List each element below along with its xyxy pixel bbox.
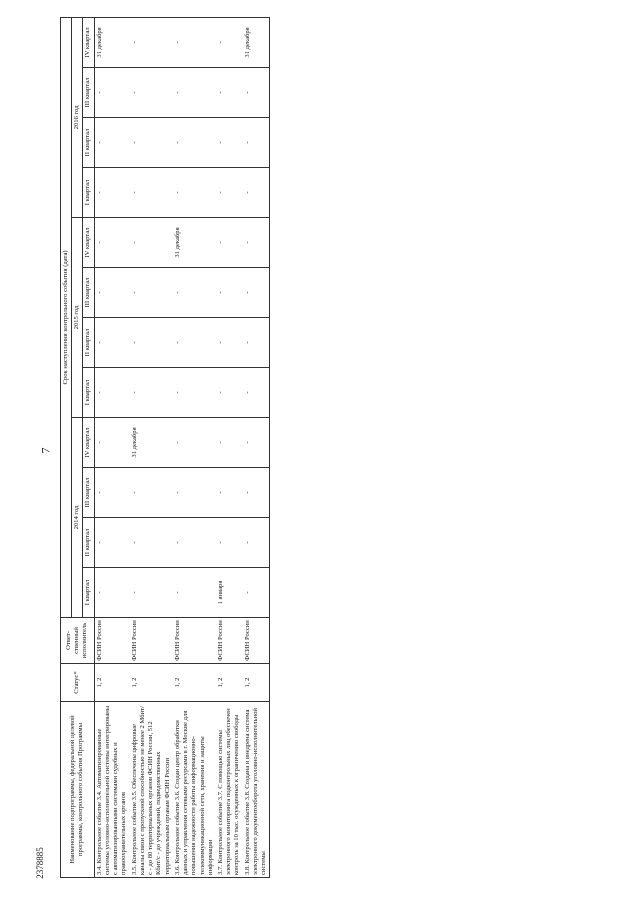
header-quarter: III квартал <box>83 468 94 518</box>
deadline-cell: - <box>216 318 243 368</box>
deadline-cell: - <box>94 568 129 618</box>
header-quarter: II квартал <box>83 518 94 568</box>
event-name: 3.4. Контрольное событие 3.4. Автоматизированные системы уголовно-исполнительной системы интегрированы с автоматизированными системами судебных и правоохранительных органов <box>94 702 129 878</box>
header-quarter: IV квартал <box>83 17 94 67</box>
table-header <box>61 17 95 877</box>
deadline-cell: - <box>173 568 216 618</box>
document-id: 2378885 <box>34 847 45 879</box>
table-row <box>216 17 243 877</box>
deadline-cell: - <box>94 168 129 218</box>
deadline-cell: - <box>173 118 216 168</box>
deadline-cell: 1 января <box>216 568 243 618</box>
header-status: Статус* <box>61 664 95 702</box>
event-responsible: ФСИН России <box>94 618 129 664</box>
deadline-cell: - <box>130 368 173 418</box>
deadline-cell: - <box>173 17 216 67</box>
table-row <box>243 17 270 877</box>
deadline-cell: - <box>130 568 173 618</box>
deadline-cell: 31 декабря <box>173 218 216 268</box>
deadline-cell: - <box>216 218 243 268</box>
deadline-cell: - <box>94 418 129 468</box>
deadline-cell: - <box>243 518 270 568</box>
header-quarter: I квартал <box>83 168 94 218</box>
deadline-cell: - <box>173 168 216 218</box>
header-year-2014: 2014 год <box>72 418 83 618</box>
deadline-cell: 31 декабря <box>94 17 129 67</box>
deadline-cell: 31 декабря <box>130 418 173 468</box>
event-status: 1, 2 <box>173 664 216 702</box>
event-name: 3.5. Контрольное событие 3.5. Обеспечены цифровые каналы связи с пропускной способностью не менее 2 Мбит/с - до 80 территориальных органов ФСИН России, 512 Кбит/с - до учреждений, подведомственных территориальным органам ФСИН России <box>130 702 173 878</box>
deadline-cell: - <box>173 68 216 118</box>
event-responsible: ФСИН России <box>243 618 270 664</box>
page-number: 7 <box>38 447 53 454</box>
event-status: 1, 2 <box>216 664 243 702</box>
deadline-cell: - <box>130 68 173 118</box>
deadline-cell: - <box>243 468 270 518</box>
table-row <box>130 17 173 877</box>
deadline-cell: - <box>94 318 129 368</box>
deadline-cell: - <box>173 418 216 468</box>
control-events-table <box>60 17 270 878</box>
event-status: 1, 2 <box>94 664 129 702</box>
deadline-cell: - <box>216 168 243 218</box>
deadline-cell: - <box>130 17 173 67</box>
deadline-cell: - <box>94 68 129 118</box>
header-name: Наименование подпрограммы, федеральной целевой программы, контрольного события Программы <box>61 702 95 878</box>
table-row <box>94 17 129 877</box>
header-quarter: IV квартал <box>83 418 94 468</box>
event-responsible: ФСИН России <box>130 618 173 664</box>
deadline-cell: - <box>243 318 270 368</box>
deadline-cell: - <box>216 118 243 168</box>
deadline-cell: - <box>216 68 243 118</box>
deadline-cell: - <box>243 68 270 118</box>
deadline-cell: - <box>216 17 243 67</box>
deadline-cell: - <box>173 268 216 318</box>
deadline-cell: - <box>173 518 216 568</box>
deadline-cell: - <box>94 368 129 418</box>
deadline-cell: - <box>216 468 243 518</box>
event-status: 1, 2 <box>243 664 270 702</box>
deadline-cell: - <box>243 268 270 318</box>
deadline-cell: - <box>173 318 216 368</box>
deadline-cell: - <box>216 518 243 568</box>
deadline-cell: - <box>216 368 243 418</box>
deadline-cell: - <box>173 468 216 518</box>
header-quarter: I квартал <box>83 568 94 618</box>
header-quarter: II квартал <box>83 318 94 368</box>
deadline-cell: - <box>243 218 270 268</box>
event-name: 3.7. Контрольное событие 3.7. С помощью системы электронного мониторинга подконтрольных лиц обеспечен контроль за 10 тыс. осужденных к ограничению свободы <box>216 702 243 878</box>
deadline-cell: 31 декабря <box>243 17 270 67</box>
header-quarter: III квартал <box>83 68 94 118</box>
table-body <box>94 17 270 877</box>
deadline-cell: - <box>243 418 270 468</box>
deadline-cell: - <box>130 518 173 568</box>
deadline-cell: - <box>130 468 173 518</box>
header-year-2015: 2015 год <box>72 218 83 418</box>
header-deadline: Срок наступления контрольного события (дата) <box>61 17 72 617</box>
deadline-cell: - <box>94 118 129 168</box>
deadline-cell: - <box>130 318 173 368</box>
event-name: 3.6. Контрольное событие 3.6. Создан центр обработки данных и управления сетевыми ресурсами в г. Москве для повышения надежности работы информационно-телекоммуникационной сети, хранения и защиты информации <box>173 702 216 878</box>
header-quarter: I квартал <box>83 368 94 418</box>
deadline-cell: - <box>243 118 270 168</box>
deadline-cell: - <box>243 568 270 618</box>
deadline-cell: - <box>130 218 173 268</box>
event-responsible: ФСИН России <box>216 618 243 664</box>
deadline-cell: - <box>216 268 243 318</box>
event-responsible: ФСИН России <box>173 618 216 664</box>
table-row <box>173 17 216 877</box>
header-responsible: Ответ-ственный исполнитель <box>61 618 95 664</box>
deadline-cell: - <box>130 118 173 168</box>
deadline-cell: - <box>173 368 216 418</box>
event-status: 1, 2 <box>130 664 173 702</box>
deadline-cell: - <box>94 518 129 568</box>
header-year-2016: 2016 год <box>72 17 83 217</box>
table-wrapper <box>60 18 620 878</box>
deadline-cell: - <box>94 468 129 518</box>
table-rotated <box>60 18 620 878</box>
header-quarter: IV квартал <box>83 218 94 268</box>
deadline-cell: - <box>94 268 129 318</box>
deadline-cell: - <box>130 268 173 318</box>
deadline-cell: - <box>216 418 243 468</box>
header-quarter: III квартал <box>83 268 94 318</box>
event-name: 3.8. Контрольное событие 3.8. Создана и внедрена система электронного документооборота уголовно-исполнительной системы <box>243 702 270 878</box>
deadline-cell: - <box>130 168 173 218</box>
deadline-cell: - <box>243 368 270 418</box>
header-quarter: II квартал <box>83 118 94 168</box>
deadline-cell: - <box>243 168 270 218</box>
deadline-cell: - <box>94 218 129 268</box>
